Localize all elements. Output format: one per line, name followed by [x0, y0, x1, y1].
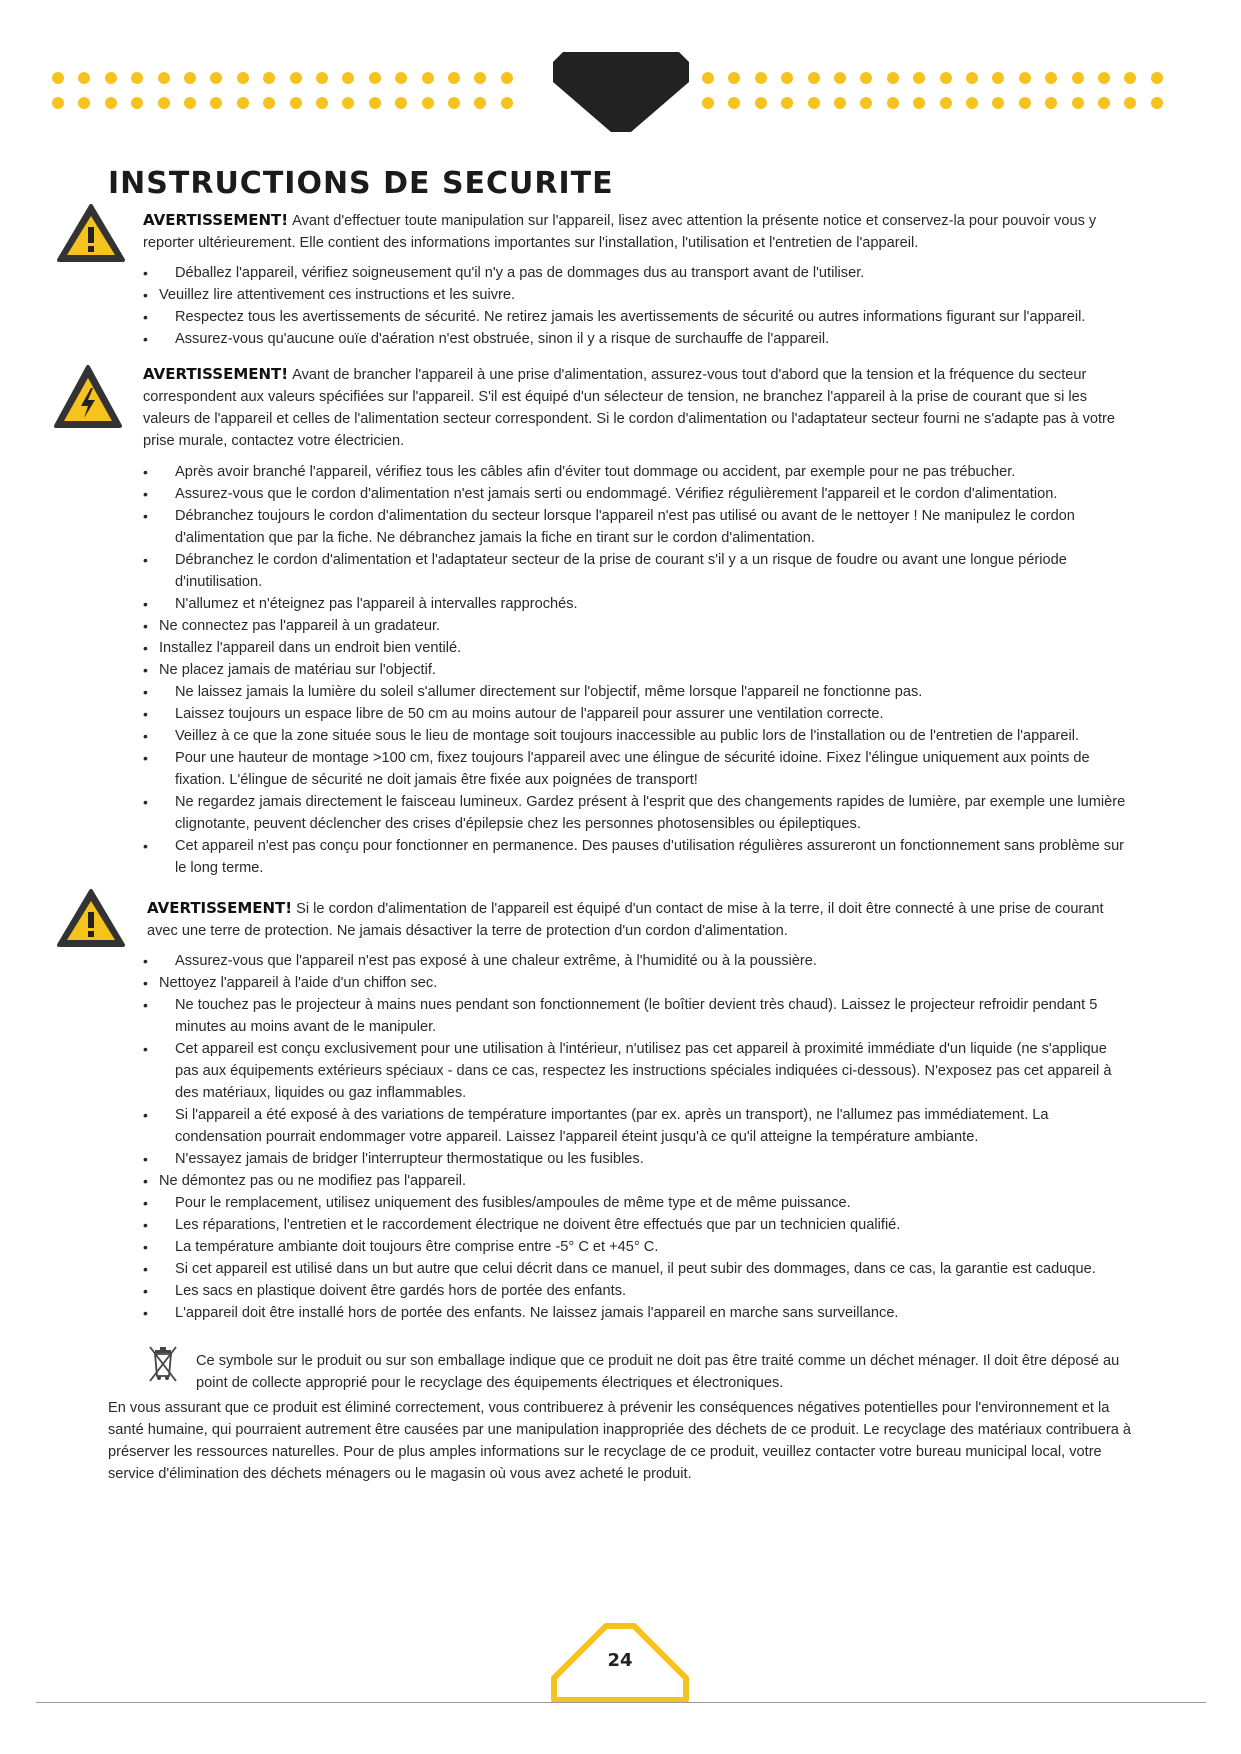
header-dot — [290, 72, 302, 84]
header-dot — [501, 72, 513, 84]
header-dot — [702, 97, 714, 109]
header-dot — [728, 97, 740, 109]
header-dot — [1098, 72, 1110, 84]
header-dot — [992, 72, 1004, 84]
list-item: • Installez l'appareil dans un endroit bien ventilé. — [143, 637, 1133, 659]
page-number: 24 — [607, 1650, 633, 1671]
header-dot — [369, 72, 381, 84]
header-dot — [1072, 97, 1084, 109]
footer-divider — [36, 1702, 1206, 1703]
header-dot — [728, 72, 740, 84]
header-dot — [263, 97, 275, 109]
list-item: • Respectez tous les avertissements de sécurité. Ne retirez jamais les avertissements de sécurité ou autres informations figurant sur l'appareil. — [143, 306, 1133, 328]
list-item: • Cet appareil n'est pas conçu pour fonctionner en permanence. Des pauses d'utilisation régulières assureront un fonctionnement sans problème sur le long terme. — [143, 835, 1133, 879]
header-dot — [395, 72, 407, 84]
header-dot — [755, 97, 767, 109]
header-dot — [808, 97, 820, 109]
list-item: • Ne regardez jamais directement le faisceau lumineux. Gardez présent à l'esprit que des changements rapides de lumière, par exemple une lumière clignotante, peuvent déclencher des crises d'épilepsie chez les personnes photosensibles ou épileptiques. — [143, 791, 1133, 835]
warning-2 — [143, 363, 1133, 452]
header-dot — [131, 97, 143, 109]
list-item: • Débranchez le cordon d'alimentation et l'adaptateur secteur de la prise de courant s'il y a un risque de foudre ou avant une longue période d'inutilisation. — [143, 549, 1133, 593]
header-dot — [887, 72, 899, 84]
header-dot — [184, 72, 196, 84]
list-item: • Nettoyez l'appareil à l'aide d'un chiffon sec. — [143, 972, 1133, 994]
header-tab-decoration — [553, 52, 689, 132]
header-dot — [78, 97, 90, 109]
list-item: • N'essayez jamais de bridger l'interrupteur thermostatique ou les fusibles. — [143, 1148, 1133, 1170]
header-dot — [860, 72, 872, 84]
warning-text: Avant d'effectuer toute manipulation sur l'appareil, lisez avec attention la présente notice et conservez-la pour pouvoir vous y reporter ultérieurement. Elle contient des informations importantes sur l'installation, l'utilisation et l'entretien de l'appareil. — [143, 213, 1097, 251]
electric-hazard-icon — [53, 364, 123, 430]
header-dot — [1045, 72, 1057, 84]
warning-3 — [147, 897, 1133, 942]
header-dot — [913, 72, 925, 84]
list-item: • Veillez à ce que la zone située sous le lieu de montage soit toujours inaccessible au public lors de l'installation ou de l'entretien de l'appareil. — [143, 725, 1133, 747]
header-dot — [237, 97, 249, 109]
header-dot — [860, 97, 872, 109]
warning-text: Avant de brancher l'appareil à une prise d'alimentation, assurez-vous tout d'abord que la tension et la fréquence du secteur correspondent aux valeurs spécifiées sur l'appareil. S'il est équipé d'un sélecteur de tension, ne branchez l'appareil à la prise de courant que si les valeurs de l'appareil et celles de l'alimentation secteur correspondent. Si le cordon d'alimentation ou l'adaptateur secteur fourni ne s'adapte pas à votre prise murale, contactez votre électricien. — [143, 367, 1116, 449]
list-item: • Ne connectez pas l'appareil à un gradateur. — [143, 615, 1133, 637]
header-dot — [1151, 72, 1163, 84]
list-item: • Ne placez jamais de matériau sur l'objectif. — [143, 659, 1133, 681]
header-dot — [834, 97, 846, 109]
header-dot — [1019, 97, 1031, 109]
weee-notice: Ce symbole sur le produit ou sur son emballage indique que ce produit ne doit pas être traité comme un déchet ménager. Il doit être déposé au point de collecte approprié pour le recyclage des équipements électriques et électroniques. — [196, 1353, 1120, 1391]
header-dot — [158, 72, 170, 84]
header-dot — [105, 97, 117, 109]
header-dot — [702, 72, 714, 84]
header-dot — [1045, 97, 1057, 109]
header-dot — [52, 97, 64, 109]
header-dot — [342, 72, 354, 84]
recycling-paragraph: En vous assurant que ce produit est éliminé correctement, vous contribuerez à prévenir les conséquences négatives potentielles pour l'environnement et la santé humaine, qui pourraient autrement être causées par une manipulation inappropriée des déchets de ce produit. Le recyclage des matériaux contribuera à préserver les ressources naturelles. Pour de plus amples informations sur le recyclage de ce produit, veuillez contacter votre bureau municipal local, votre service d'élimination des déchets ménagers ou le magasin où vous avez acheté le produit. — [108, 1400, 1132, 1482]
list-item: • Laissez toujours un espace libre de 50 cm au moins autour de l'appareil pour assurer une ventilation correcte. — [143, 703, 1133, 725]
page-title: INSTRUCTIONS DE SECURITE — [108, 166, 614, 201]
header-dot — [210, 72, 222, 84]
list-item: • Les réparations, l'entretien et le raccordement électrique ne doivent être effectués que par un technicien qualifié. — [143, 1214, 1133, 1236]
warning-label: AVERTISSEMENT! — [143, 365, 289, 383]
list-item: • Assurez-vous que le cordon d'alimentation n'est jamais serti ou endommagé. Vérifiez régulièrement l'appareil et le cordon d'alimentation. — [143, 483, 1133, 505]
list-item: • Pour une hauteur de montage >100 cm, fixez toujours l'appareil avec une élingue de sécurité idoine. Fixez l'élingue uniquement aux points de fixation. L'élingue de sécurité ne doit jamais être fixée aux poignées de transport! — [143, 747, 1133, 791]
header-dot — [158, 97, 170, 109]
header-dot — [1098, 97, 1110, 109]
list-item: • Débranchez toujours le cordon d'alimentation du secteur lorsque l'appareil n'est pas utilisé ou avant de le nettoyer ! Ne manipulez le cordon d'alimentation que par la fiche. Ne débranchez jamais la fiche en tirant sur le cordon d'alimentation. — [143, 505, 1133, 549]
list-item: • Si l'appareil a été exposé à des variations de température importantes (par ex. après un transport), ne l'allumez pas immédiatement. La condensation pourrait endommager votre appareil. Laissez l'appareil éteint jusqu'à ce qu'il atteigne la température ambiante. — [143, 1104, 1133, 1148]
list-item: • Assurez-vous que l'appareil n'est pas exposé à une chaleur extrême, à l'humidité ou à la poussière. — [143, 950, 1133, 972]
list-item: • Si cet appareil est utilisé dans un but autre que celui décrit dans ce manuel, il peut subir des dommages, dans ce cas, la garantie est caduque. — [143, 1258, 1133, 1280]
header-dot — [342, 97, 354, 109]
list-item: • Pour le remplacement, utilisez uniquement des fusibles/ampoules de même type et de même puissance. — [143, 1192, 1133, 1214]
header-dot — [316, 97, 328, 109]
header-dot — [501, 97, 513, 109]
warning-triangle-icon — [56, 888, 126, 948]
list-item: • L'appareil doit être installé hors de portée des enfants. Ne laissez jamais l'appareil en marche sans surveillance. — [143, 1302, 1133, 1324]
header-dot — [781, 72, 793, 84]
crossed-bin-icon — [146, 1344, 180, 1384]
warning-1 — [143, 209, 1133, 254]
list-item: • Cet appareil est conçu exclusivement pour une utilisation à l'intérieur, n'utilisez pas cet appareil à proximité immédiate d'un liquide (ne s'applique pas aux équipements extérieurs spéciaux - dans ce cas, respectez les instructions spéciales indiquées ci-dessous). N'exposez pas cet appareil à des matériaux, liquides ou gaz inflammables. — [143, 1038, 1133, 1104]
header-dot — [808, 72, 820, 84]
header-dot — [184, 97, 196, 109]
header-dot — [966, 72, 978, 84]
warning-text: Si le cordon d'alimentation de l'appareil est équipé d'un contact de mise à la terre, il doit être connecté à une prise de courant avec une terre de protection. Ne jamais désactiver la terre de protection d'un cordon d'alimentation. — [147, 901, 1104, 939]
bullet-list-2 — [143, 461, 1133, 879]
header-dot — [1072, 72, 1084, 84]
header-dot — [781, 97, 793, 109]
header-dot — [992, 97, 1004, 109]
list-item: • Après avoir branché l'appareil, vérifiez tous les câbles afin d'éviter tout dommage ou accident, par exemple pour ne pas trébucher. — [143, 461, 1133, 483]
header-dot — [290, 97, 302, 109]
header-dot — [474, 97, 486, 109]
warning-label: AVERTISSEMENT! — [147, 899, 293, 917]
header-dot — [369, 97, 381, 109]
list-item: • Ne démontez pas ou ne modifiez pas l'appareil. — [143, 1170, 1133, 1192]
header-dot — [1124, 97, 1136, 109]
bullet-list-3 — [143, 950, 1133, 1324]
list-item: • N'allumez et n'éteignez pas l'appareil à intervalles rapprochés. — [143, 593, 1133, 615]
header-dot — [755, 72, 767, 84]
header-dot — [131, 72, 143, 84]
list-item: • Les sacs en plastique doivent être gardés hors de portée des enfants. — [143, 1280, 1133, 1302]
header-dot — [1151, 97, 1163, 109]
header-dot — [52, 72, 64, 84]
list-item: • Ne touchez pas le projecteur à mains nues pendant son fonctionnement (le boîtier devient très chaud). Laissez le projecteur refroidir pendant 5 minutes au moins avant de le manipuler. — [143, 994, 1133, 1038]
warning-label: AVERTISSEMENT! — [143, 211, 289, 229]
list-item: • Veuillez lire attentivement ces instructions et les suivre. — [143, 284, 1133, 306]
header-dot — [210, 97, 222, 109]
warning-triangle-icon — [56, 203, 126, 263]
header-dot — [887, 97, 899, 109]
header-dot — [237, 72, 249, 84]
list-item: • La température ambiante doit toujours être comprise entre -5° C et +45° C. — [143, 1236, 1133, 1258]
list-item: • Assurez-vous qu'aucune ouïe d'aération n'est obstruée, sinon il y a risque de surchauffe de l'appareil. — [143, 328, 1133, 350]
header-dot — [395, 97, 407, 109]
header-dot — [316, 72, 328, 84]
header-dot — [1019, 72, 1031, 84]
header-dot — [966, 97, 978, 109]
header-dot — [1124, 72, 1136, 84]
bullet-list-1 — [143, 262, 1133, 350]
header-dot — [940, 97, 952, 109]
header-dot — [78, 72, 90, 84]
header-dot — [422, 72, 434, 84]
header-dot — [474, 72, 486, 84]
header-dot — [105, 72, 117, 84]
header-dot — [422, 97, 434, 109]
header-dot — [940, 72, 952, 84]
header-dot — [263, 72, 275, 84]
header-dot — [913, 97, 925, 109]
list-item: • Ne laissez jamais la lumière du soleil s'allumer directement sur l'objectif, même lorsque l'appareil ne fonctionne pas. — [143, 681, 1133, 703]
header-dot — [448, 72, 460, 84]
list-item: • Déballez l'appareil, vérifiez soigneusement qu'il n'y a pas de dommages dus au transport avant de l'utiliser. — [143, 262, 1133, 284]
header-dot — [448, 97, 460, 109]
header-dot — [834, 72, 846, 84]
